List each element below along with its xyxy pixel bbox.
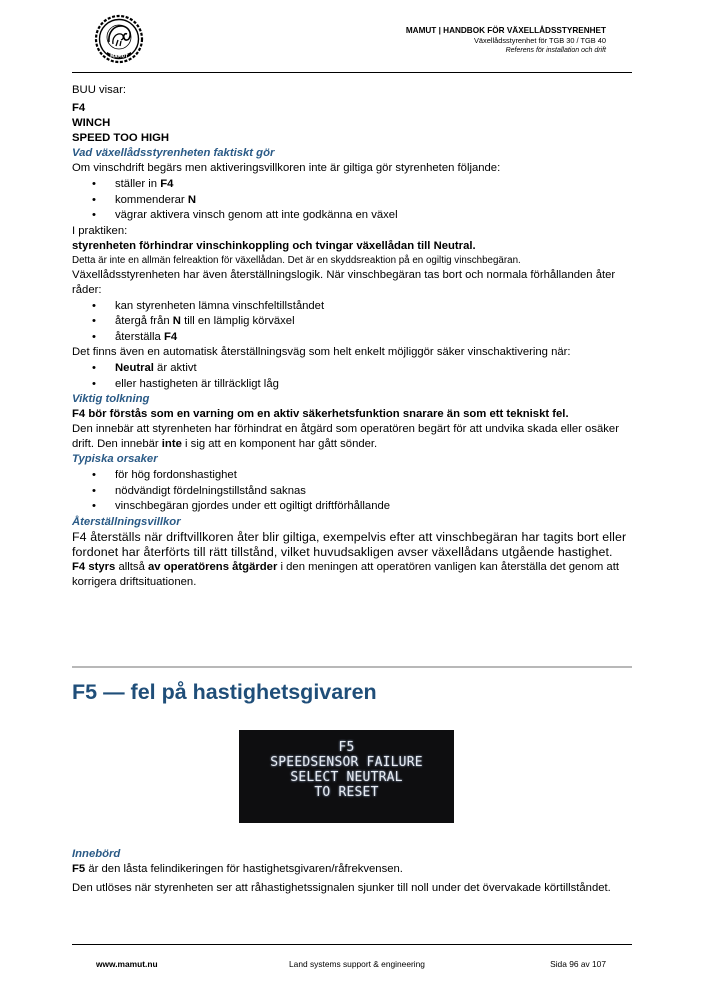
paragraph: F5 är den låsta felindikeringen för hastighetsgivaren/råfrekvensen. <box>72 863 403 875</box>
paragraph: Den utlöses när styrenheten ser att råhastighetssignalen sjunker till noll under det övervakade körtillståndet. <box>72 882 611 894</box>
subheading-important: Viktig tolkning <box>72 393 150 405</box>
section-divider <box>72 666 632 668</box>
header-subtitle: Växellådsstyrenhet för TGB 30 / TGB 40 <box>473 36 606 45</box>
paragraph-bold: styrenheten förhindrar vinschinkoppling och tvingar växellådan till Neutral. <box>72 239 476 252</box>
display-screenshot <box>239 730 454 823</box>
paragraph-reset-conditions: F4 återställs när driftvillkoren åter blir giltiga, exempelvis efter att vinschbegäran har tagits bort eller fordonet har återförts till rätt tillstånd, vilket huvudsakligen avser växellådans utgående hastighet. <box>72 529 627 559</box>
action-list <box>72 177 632 224</box>
display-line: F4 <box>72 102 86 114</box>
header-divider <box>72 72 632 73</box>
list-item: • kommenderar N <box>72 193 632 209</box>
paragraph: F4 styrs alltså av operatörens åtgärder i den meningen att operatören vanligen kan återställa det genom att korrigera driftsituationen. <box>72 560 619 588</box>
display-line: SPEED TOO HIGH <box>72 132 170 144</box>
page-number: Sida 96 av 107 <box>550 959 606 969</box>
display-line: SELECT NEUTRAL <box>290 770 403 785</box>
list-item: • återställa F4 <box>72 330 632 346</box>
footer-website-link[interactable]: www.mamut.nu <box>96 959 158 969</box>
reset-list <box>72 299 632 346</box>
subheading-reset-conditions: Återställningsvillkor <box>72 515 181 528</box>
list-item: • nödvändigt fördelningstillstånd saknas <box>72 484 632 500</box>
subheading-what: Vad växellådsstyrenheten faktiskt gör <box>72 147 275 159</box>
list-item: • vinschbegäran gjordes under ett ogiltigt driftförhållande <box>72 499 632 515</box>
display-line: F5 <box>338 740 355 755</box>
list-item: • eller hastigheten är tillräckligt låg <box>72 377 632 393</box>
paragraph: Den innebär att styrenheten har förhindrat en åtgärd som operatören begärt för att undvika skada eller osäker drift. Den innebär inte i sig att en komponent har gått sönder. <box>72 423 619 450</box>
header-subtitle-italic: Referens för installation och drift <box>505 47 606 54</box>
auto-reset-list <box>72 361 632 392</box>
list-item: • återgå från N till en lämplig körväxel <box>72 314 632 330</box>
paragraph: I praktiken: <box>72 224 128 237</box>
svg-text:MAMUT: MAMUT <box>110 53 128 59</box>
mamut-logo <box>94 14 144 64</box>
list-item: • vägrar aktivera vinsch genom att inte godkänna en växel <box>72 208 632 224</box>
safety-note: Detta är inte en allmän felreaktion för växellådan. Det är en skyddsreaktion på en ogiltig vinschbegäran. <box>72 254 521 266</box>
display-line: WINCH <box>72 117 111 129</box>
paragraph: Om vinschdrift begärs men aktiveringsvillkoren inte är giltiga gör styrenheten följande: <box>72 162 501 174</box>
page-header <box>72 14 632 72</box>
list-item: • ställer in F4 <box>72 177 632 193</box>
buu-display-text <box>72 101 632 146</box>
subheading-causes: Typiska orsaker <box>72 453 158 465</box>
list-item: • kan styrenheten lämna vinschfeltillståndet <box>72 299 632 315</box>
subheading-meaning: Innebörd <box>72 848 121 860</box>
buu-label: BUU visar: <box>72 84 126 96</box>
f5-body <box>72 847 632 896</box>
header-title: MAMUT | HANDBOK FÖR VÄXELLÅDSSTYRENHET <box>405 26 606 35</box>
paragraph: Växellådsstyrenheten har även återställningslogik. När vinschbegäran tas bort och normala förhållanden åter råder: <box>72 268 616 296</box>
section-title-f5: F5 — fel på hastighetsgivaren <box>72 680 377 704</box>
paragraph-bold: F4 bör förstås som en varning om en aktiv säkerhetsfunktion snarare än som ett tekniskt fel. <box>72 408 569 420</box>
footer-divider <box>72 944 632 945</box>
paragraph: Det finns även en automatisk återställningsväg som helt enkelt möjliggör säker vinschaktivering när: <box>72 346 571 358</box>
causes-list <box>72 468 632 515</box>
list-item: • för hög fordonshastighet <box>72 468 632 484</box>
list-item: • Neutral är aktivt <box>72 361 632 377</box>
f4-section <box>72 83 632 590</box>
display-line: SPEEDSENSOR FAILURE <box>270 755 423 770</box>
display-line: TO RESET <box>314 785 379 800</box>
footer-tagline: Land systems support & engineering <box>289 959 425 969</box>
